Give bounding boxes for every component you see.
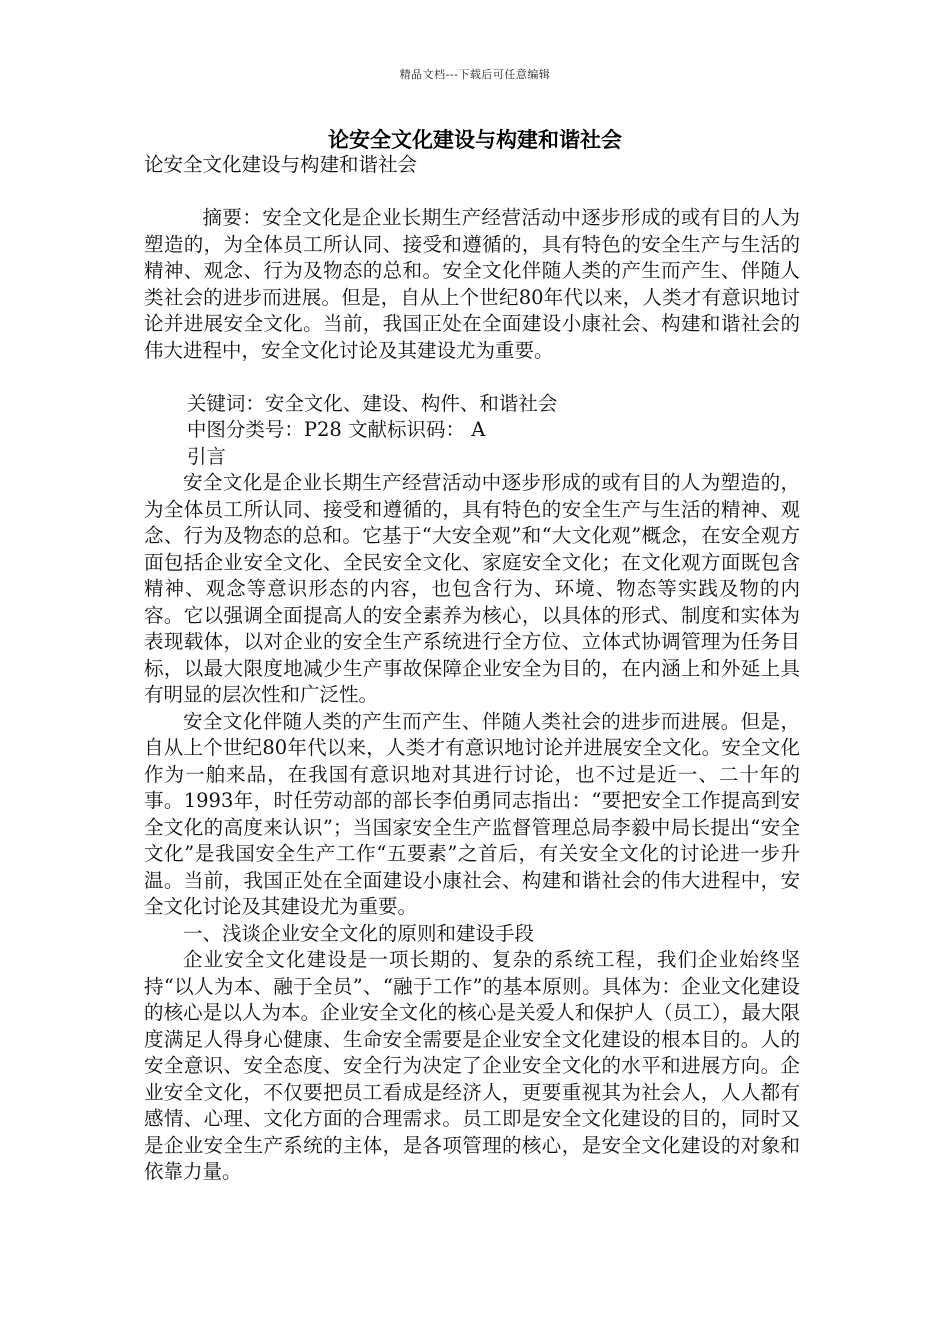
body-paragraph: 安全文化是企业长期生产经营活动中逐步形成的或有目的人为塑造的，为全体员工所认同、接受和遵循的，具有特色的安全生产与生活的精神、观念、行为及物态的总和。它基于“大安全观”和“大文化观”概念，在安全观方面包括企业安全文化、全民安全文化、家庭安全文化；在文化观方面既包含精神、观念等意识形态的内容，也包含行为、环境、物态等实践及物的内容。它以强调全面提高人的安全素养为核心，以具体的形式、制度和实体为表现载体，以对企业的安全生产系统进行全方位、立体式协调管理为任务目标，以最大限度地减少生产事故保障企业安全为目的，在内涵上和外延上具有明显的层次性和广泛性。 bbox=[144, 471, 800, 706]
abstract-paragraph: 摘要：安全文化是企业长期生产经营活动中逐步形成的或有目的人为塑造的，为全体员工所认同、接受和遵循的，具有特色的安全生产与生活的精神、观念、行为及物态的总和。安全文化伴随人类的产生而产生、伴随人类社会的进步而进展。但是，自从上个世纪80年代以来，人类才有意识地讨论并进展安全文化。当前，我国正处在全面建设小康社会、构建和谐社会的伟大进程中，安全文化讨论及其建设尤为重要。 bbox=[144, 206, 800, 362]
blank-line bbox=[144, 364, 800, 391]
classification-line: 中图分类号：P28 文献标识码： A bbox=[186, 418, 486, 441]
page-header: 精品文档---下载后可任意编辑 bbox=[399, 68, 551, 81]
keywords-line: 关键词：安全文化、建设、构件、和谐社会 bbox=[186, 391, 558, 415]
document-subtitle: 论安全文化建设与构建和谐社会 bbox=[144, 153, 418, 176]
intro-heading: 引言 bbox=[186, 444, 226, 468]
blank-line bbox=[144, 179, 800, 206]
section-heading: 一、浅谈企业安全文化的原则和建设手段 bbox=[183, 921, 535, 945]
document-body bbox=[144, 152, 800, 1186]
document-title: 论安全文化建设与构建和谐社会 bbox=[328, 127, 622, 152]
body-paragraph: 企业安全文化建设是一项长期的、复杂的系统工程，我们企业始终坚持“以人为本、融于全员”、“融于工作”的基本原则。具体为：企业文化建设的核心是以人为本。企业安全文化的核心是关爱人和保护人（员工），最大限度满足人得身心健康、生命安全需要是企业安全文化建设的根本目的。人的安全意识、安全态度、安全行为决定了企业安全文化的水平和进展方向。企业安全文化，不仅要把员工看成是经济人，更要重视其为社会人，人人都有感情、心理、文化方面的合理需求。员工即是安全文化建设的目的，同时又是企业安全生产系统的主体，是各项管理的核心，是安全文化建设的对象和依靠力量。 bbox=[144, 948, 800, 1183]
body-paragraph: 安全文化伴随人类的产生而产生、伴随人类社会的进步而进展。但是，自从上个世纪80年代以来，人类才有意识地讨论并进展安全文化。安全文化作为一舶来品，在我国有意识地对其进行讨论，也不过是近一、二十年的事。1993年，时任劳动部的部长李伯勇同志指出：“要把安全工作提高到安全文化的高度来认识”；当国家安全生产监督管理总局李毅中局长提出“安全文化”是我国安全生产工作“五要素”之首后，有关安全文化的讨论进一步升温。当前，我国正处在全面建设小康社会、构建和谐社会的伟大进程中，安全文化讨论及其建设尤为重要。 bbox=[144, 709, 800, 918]
